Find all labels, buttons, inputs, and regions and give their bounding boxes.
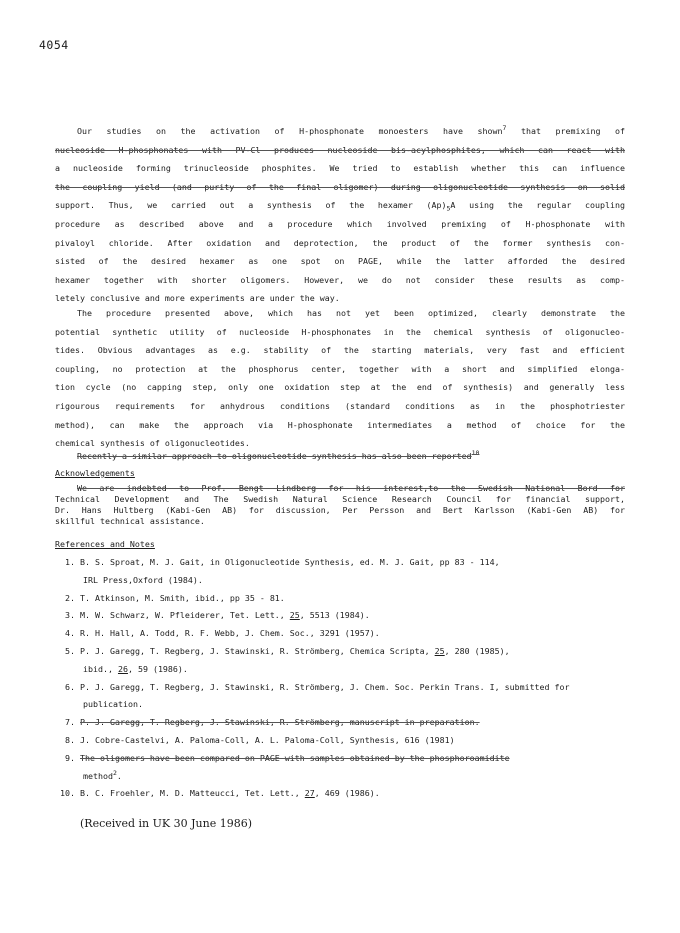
p1-line-1: Our studies on the activation of H-phosphonate monoesters have shown$^7$ that premixing of xyxy=(77,124,625,136)
reference-item: 9. The oligomers have been compared on PAGE with samples obtained by the phosphoroamidite method$^2$. xyxy=(65,752,510,781)
reference-item: 6. P. J. Garegg, T. Regberg, J. Stawinski, R. Strömberg, J. Chem. Soc. Perkin Trans. I, submitted for publication. xyxy=(65,681,570,710)
references-list xyxy=(55,554,625,803)
ack-line-4: skillful technical assistance. xyxy=(55,516,205,526)
received-date: (Received in UK 30 June 1986) xyxy=(80,817,252,830)
p2-line-5: tion cycle (no capping step, only one oxidation step at the end of synthesis) and generally less xyxy=(55,382,625,393)
paragraph-1 xyxy=(55,122,625,308)
p2-line-3: tides. Obvious advantages as e.g. stability of the starting materials, very fast and efficient xyxy=(55,345,625,356)
reference-item: 4. R. H. Hall, A. Todd, R. F. Webb, J. Chem. Soc., 3291 (1957). xyxy=(65,628,380,639)
p1-line-5: support. Thus, we carried out a synthesis of the hexamer $(Ap)_5A$ using the regular coupling xyxy=(55,200,625,214)
paragraph-2 xyxy=(55,304,625,453)
p1-line-3: a nucleoside forming trinucleoside phosphites. We tried to establish whether this can influence xyxy=(55,163,625,174)
p1-line-4: the coupling yield (and purity of the final oligomer) during oligonucleotide synthesis on solid xyxy=(55,181,625,192)
reference-item: 3. M. W. Schwarz, W. Pfleiderer, Tet. Lett., 25, 5513 (1984). xyxy=(65,610,370,621)
reference-item: 2. T. Atkinson, M. Smith, ibid., pp 35 - 81. xyxy=(65,592,285,603)
reference-item: 8. J. Cobre-Castelvi, A. Paloma-Coll, A. L. Paloma-Coll, Synthesis, 616 (1981) xyxy=(65,734,455,745)
p2-line-7: method), can make the approach via H-phosphonate intermediates a method of choice for the xyxy=(55,419,625,430)
p1-line-6: procedure as described above and a procedure which involved premixing of H-phosphonate with xyxy=(55,218,625,229)
p1-line-9: hexamer together with shorter oligomers. However, we do not consider these results as comp- xyxy=(55,274,625,285)
acknowledgements-text xyxy=(55,483,625,527)
p2-line-6: rigourous requirements for anhydrous conditions (standard conditions as in the phosphotriester xyxy=(55,400,625,411)
page-number: 4054 xyxy=(39,38,69,52)
p2-line-2: potential synthetic utility of nucleoside H-phosphonates in the chemical synthesis of oligonucleo- xyxy=(55,326,625,337)
p1-line-10: letely conclusive and more experiments are under the way. xyxy=(55,293,340,304)
ack-line-1: We are indebted to Prof. Bengt Lindberg for his interest,to the Swedish National Bord for xyxy=(77,483,625,493)
p1-line-2: nucleoside H-phosphonates with PV-Cl produces nucleoside bis-acylphosphites, which can react with xyxy=(55,144,625,155)
reference-item: 10. B. C. Froehler, M. D. Matteucci, Tet. Lett., 27, 469 (1986). xyxy=(60,788,380,799)
reference-item: 5. P. J. Garegg, T. Regberg, J. Stawinski, R. Strömberg, Chemica Scripta, 25, 280 (1985), ibid., 26, 59 (1986). xyxy=(65,645,510,674)
reference-item: 1. B. S. Sproat, M. J. Gait, in Oligonucleotide Synthesis, ed. M. J. Gait, pp 83 - 114, IRL Press,Oxford (1984). xyxy=(65,557,500,585)
p3-line-1: Recently a similar approach to oligonucleotide synthesis has also been reported$^{10}$ xyxy=(77,449,480,461)
p2-line-8: chemical synthesis of oligonucleotides. xyxy=(55,438,250,449)
acknowledgements-heading: Acknowledgements xyxy=(55,468,135,478)
p2-line-4: coupling, no protection at the phosphorus center, together with a short and simplified elonga- xyxy=(55,363,625,374)
references-heading: References and Notes xyxy=(55,539,155,549)
p1-line-7: pivaloyl chloride. After oxidation and deprotection, the product of the former synthesis con- xyxy=(55,237,625,248)
ack-line-2: Technical Development and The Swedish Natural Science Research Council for financial support, xyxy=(55,494,625,504)
paragraph-3 xyxy=(55,447,625,466)
ack-line-3: Dr. Hans Hultberg (Kabi-Gen AB) for discussion, Per Persson and Bert Karlsson (Kabi-Gen AB) for xyxy=(55,505,625,515)
p1-line-8: sisted of the desired hexamer as one spot on PAGE, while the latter afforded the desired xyxy=(55,256,625,267)
p2-line-1: The procedure presented above, which has not yet been optimized, clearly demonstrate the xyxy=(77,308,625,318)
reference-item: 7. P. J. Garegg, T. Regberg, J. Stawinski, R. Strömberg, manuscript in preparation. xyxy=(65,717,480,728)
